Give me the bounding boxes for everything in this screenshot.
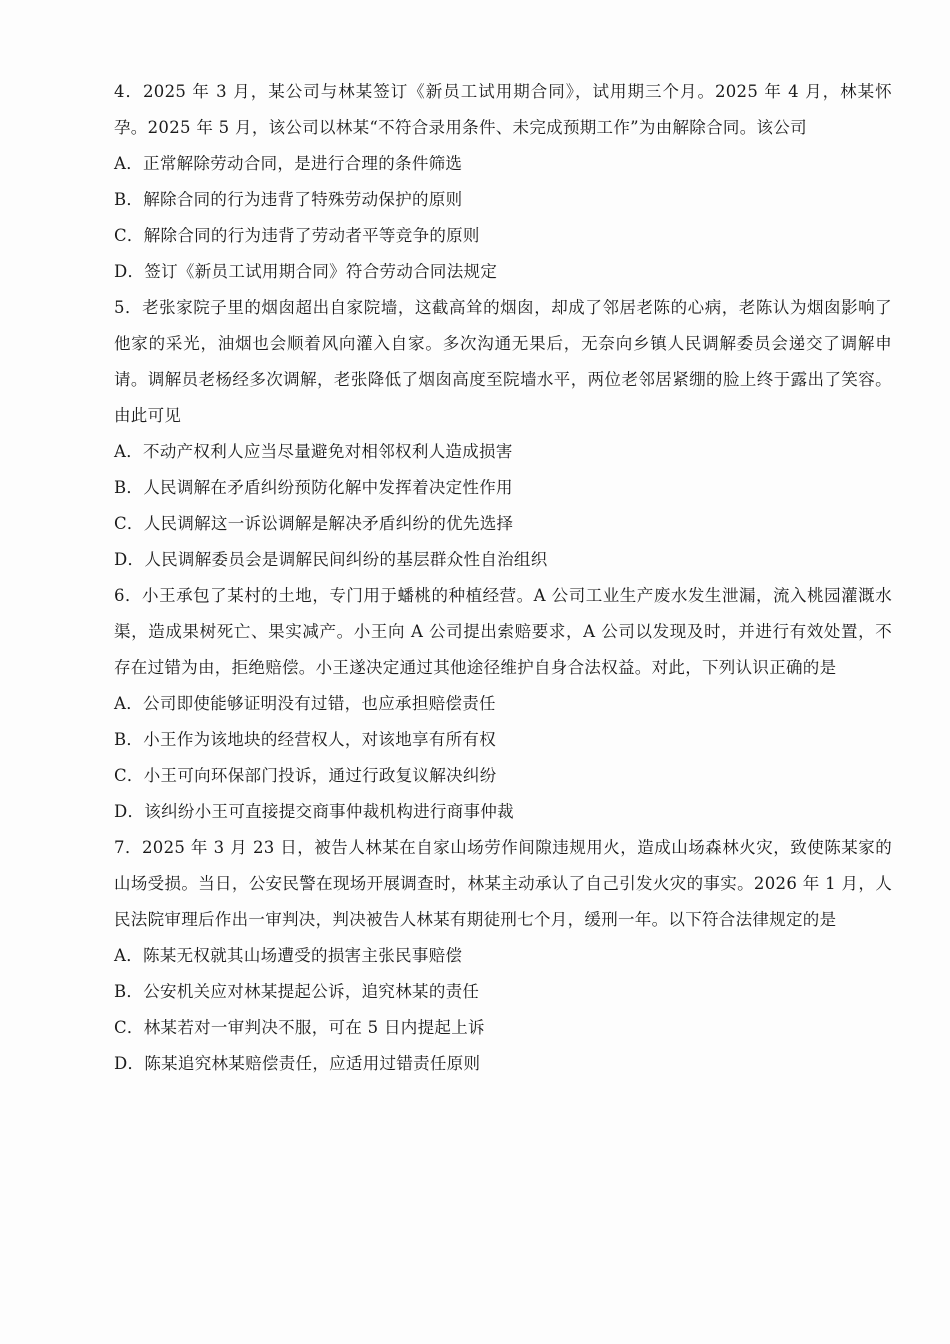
question-4: [114, 74, 892, 290]
option-a: A．陈某无权就其山场遭受的损害主张民事赔偿: [114, 946, 463, 965]
question-stem: 7．2025 年 3 月 23 日，被告人林某在自家山场劳作间隙违规用火，造成山场森林火灾，致使陈某家的山场受损。当日，公安民警在现场开展调查时，林某主动承认了自己引发火灾的事实。2026 年 1 月，人民法院审理后作出一审判决，判决被告人林某有期徒刑七个月，缓刑一年。以下符合法律规定的是: [114, 838, 892, 929]
question-stem: 6．小王承包了某村的土地，专门用于蟠桃的种植经营。A 公司工业生产废水发生泄漏，流入桃园灌溉水渠，造成果树死亡、果实减产。小王向 A 公司提出索赔要求，A 公司以发现及时，并进行有效处置，不存在过错为由，拒绝赔偿。小王遂决定通过其他途径维护自身合法权益。对此，下列认识正确的是: [114, 586, 892, 677]
option-a: A．正常解除劳动合同，是进行合理的条件筛选: [114, 154, 463, 173]
option-c: C．人民调解这一诉讼调解是解决矛盾纠纷的优先选择: [114, 514, 514, 533]
option-d: D．该纠纷小王可直接提交商事仲裁机构进行商事仲裁: [114, 802, 514, 821]
question-5: [114, 290, 892, 578]
option-b: B．解除合同的行为违背了特殊劳动保护的原则: [114, 190, 463, 209]
option-a: A．公司即使能够证明没有过错，也应承担赔偿责任: [114, 694, 496, 713]
option-d: D．人民调解委员会是调解民间纠纷的基层群众性自治组织: [114, 550, 548, 569]
question-stem: 5．老张家院子里的烟囱超出自家院墙，这截高耸的烟囱，却成了邻居老陈的心病，老陈认为烟囱影响了他家的采光，油烟也会顺着风向灌入自家。多次沟通无果后，无奈向乡镇人民调解委员会递交了调解申请。调解员老杨经多次调解，老张降低了烟囱高度至院墙水平，两位老邻居紧绷的脸上终于露出了笑容。由此可见: [114, 298, 892, 425]
question-7: [114, 830, 892, 1082]
option-c: C．林某若对一审判决不服，可在 5 日内提起上诉: [114, 1018, 485, 1037]
question-stem: 4．2025 年 3 月，某公司与林某签订《新员工试用期合同》，试用期三个月。2025 年 4 月，林某怀孕。2025 年 5 月，该公司以林某“不符合录用条件、未完成预期工作”为由解除合同。该公司: [114, 82, 892, 137]
option-b: B．小王作为该地块的经营权人，对该地享有所有权: [114, 730, 497, 749]
option-c: C．小王可向环保部门投诉，通过行政复议解决纠纷: [114, 766, 497, 785]
option-c: C．解除合同的行为违背了劳动者平等竞争的原则: [114, 226, 480, 245]
option-d: D．陈某追究林某赔偿责任，应适用过错责任原则: [114, 1054, 481, 1073]
option-a: A．不动产权利人应当尽量避免对相邻权利人造成损害: [114, 442, 513, 461]
option-d: D．签订《新员工试用期合同》符合劳动合同法规定: [114, 262, 498, 281]
option-b: B．人民调解在矛盾纠纷预防化解中发挥着决定性作用: [114, 478, 513, 497]
question-list: [114, 74, 892, 1082]
option-b: B．公安机关应对林某提起公诉，追究林某的责任: [114, 982, 480, 1001]
question-6: [114, 578, 892, 830]
